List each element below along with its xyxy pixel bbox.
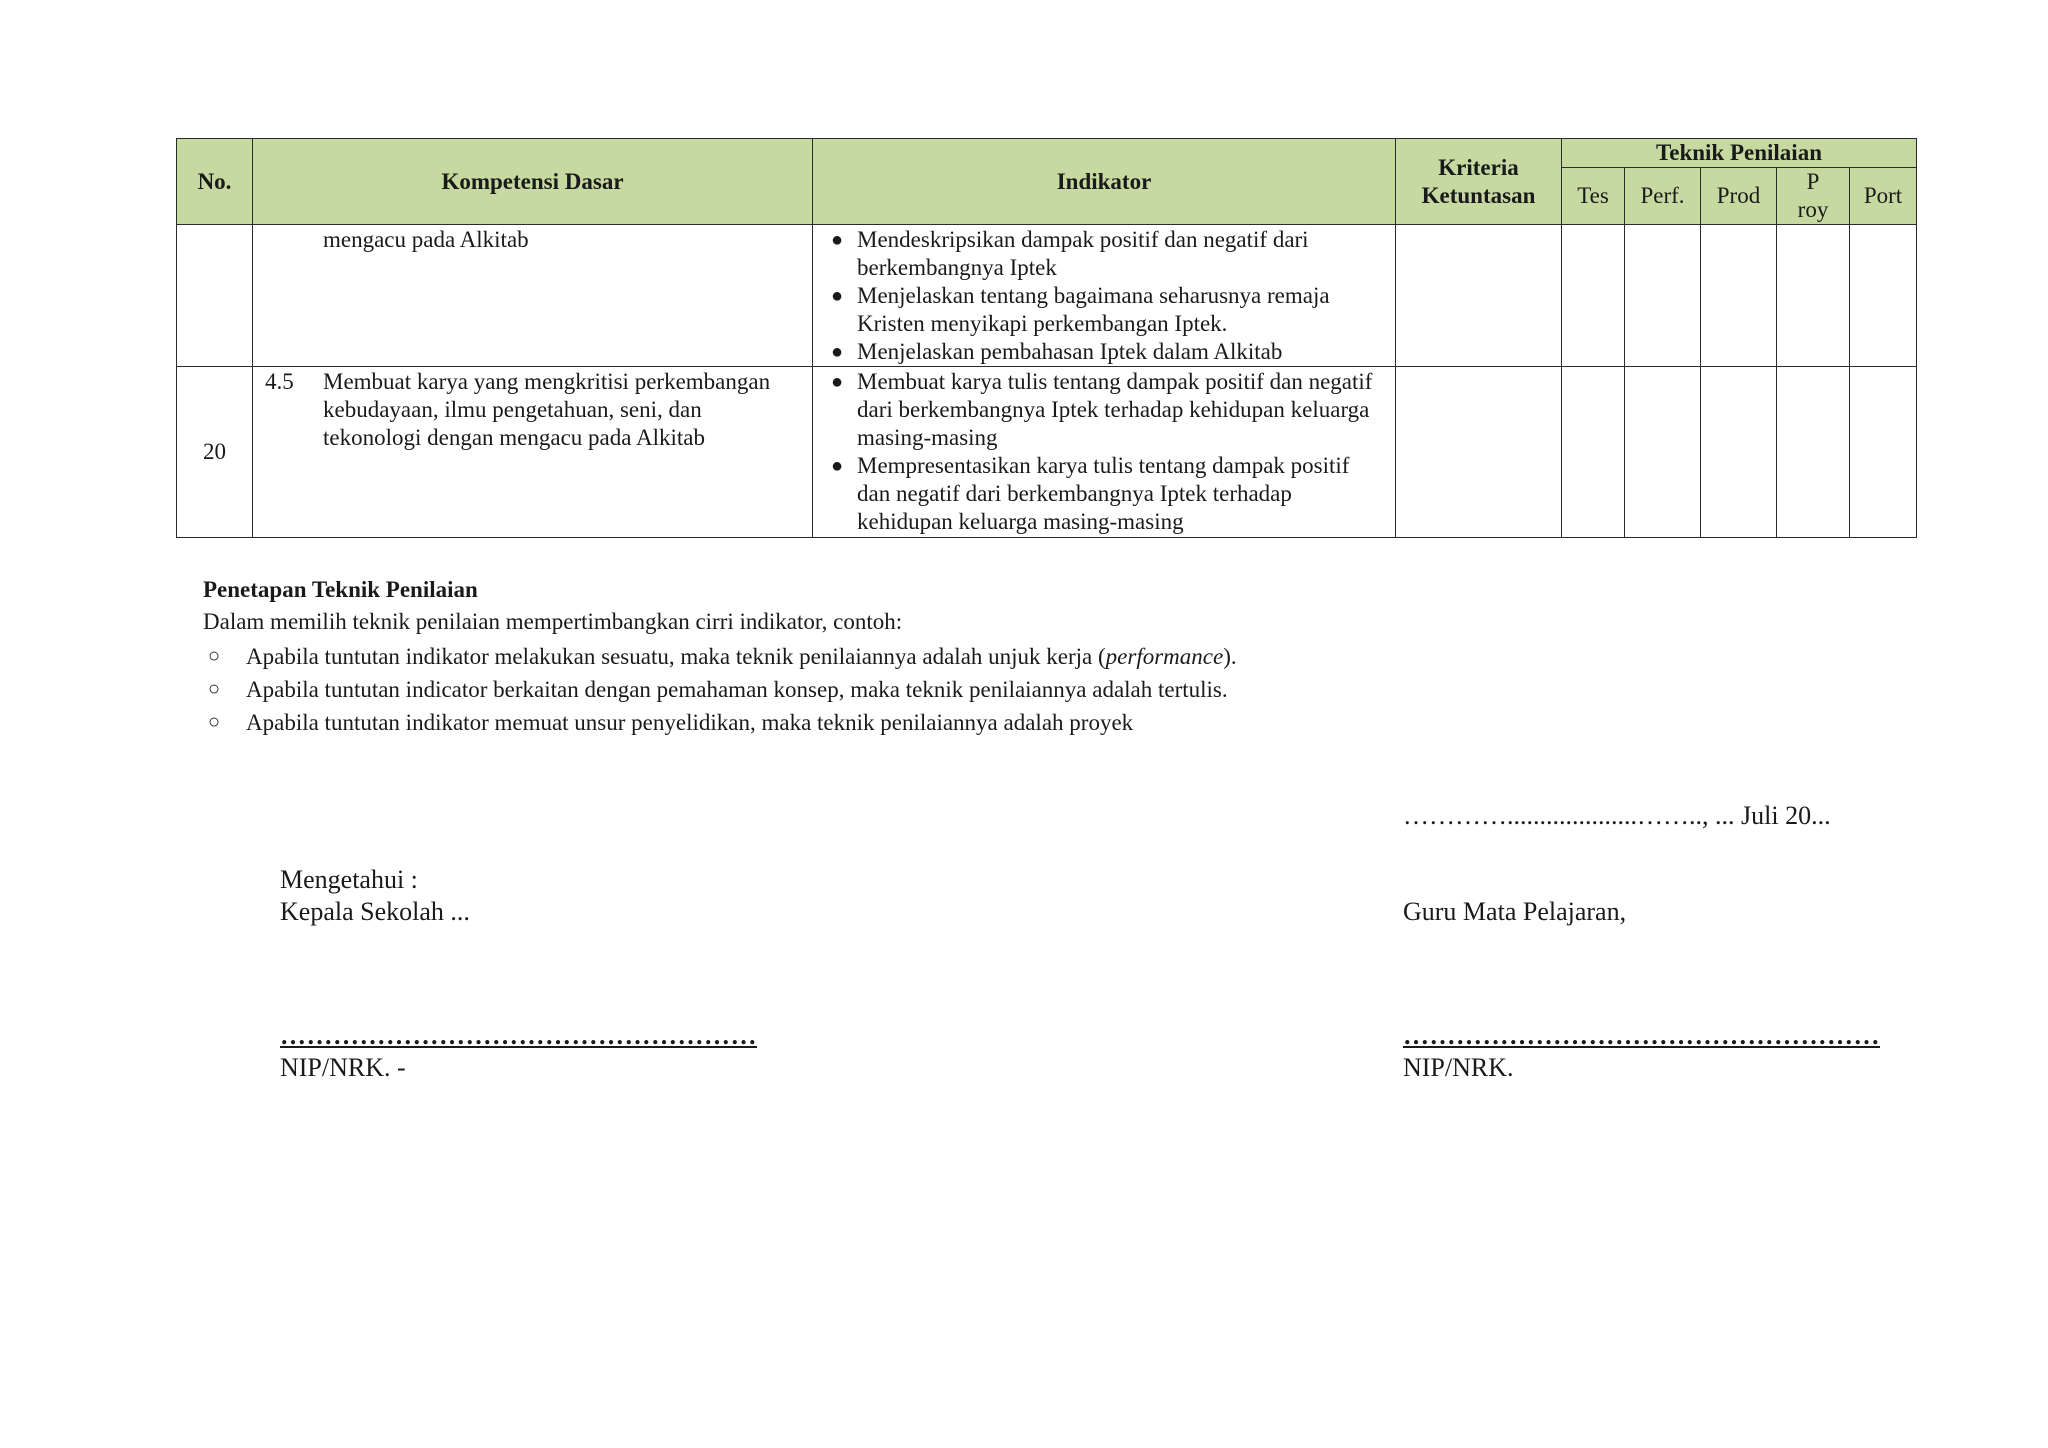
indicator-text: Menjelaskan pembahasan Iptek dalam Alkitab <box>857 339 1283 364</box>
indicator-text: Menjelaskan tentang bagaimana seharusnya remaja Kristen menyikapi perkembangan Iptek. <box>857 283 1330 336</box>
signature-teacher <box>1403 800 1880 1084</box>
note-text-post: ). <box>1223 644 1237 669</box>
kd-text: mengacu pada Alkitab <box>323 227 529 252</box>
indicator-cell <box>813 225 1396 367</box>
indicator-text: Mempresentasikan karya tulis tentang dampak positif dan negatif dari berkembangnya Iptek terhadap kehidupan keluarga masing-masing <box>857 453 1350 534</box>
header-proy <box>1777 168 1850 225</box>
signature-date-line: …………....................…….., ... Juli 20... <box>1403 801 1831 830</box>
perf-cell <box>1625 367 1701 538</box>
prod-cell <box>1701 367 1777 538</box>
port-cell <box>1850 225 1917 367</box>
signature-left-nip: NIP/NRK. - <box>280 1053 406 1082</box>
list-item <box>823 452 1381 536</box>
signature-left-line2: Kepala Sekolah ... <box>280 897 470 926</box>
signature-left-dots: ……………………………………………… <box>280 1021 757 1050</box>
signature-gap <box>1403 832 1880 864</box>
header-kompetensi-dasar: Kompetensi Dasar <box>253 139 813 225</box>
header-perf: Perf. <box>1625 168 1701 225</box>
signature-gap-2 <box>1403 864 1880 896</box>
prod-cell <box>1701 225 1777 367</box>
bullet-icon: ● <box>830 371 844 393</box>
header-kriteria-line1: Kriteria <box>1438 154 1519 180</box>
header-proy-line1: P <box>1806 169 1820 194</box>
header-tes: Tes <box>1562 168 1625 225</box>
table-row <box>177 367 1917 538</box>
header-teknik-penilaian: Teknik Penilaian <box>1562 139 1917 168</box>
header-proy-line2: roy <box>1797 197 1829 222</box>
signature-principal <box>280 864 757 1084</box>
proy-cell <box>1777 367 1850 538</box>
circle-bullet-icon: ○ <box>208 645 221 667</box>
note-text: Apabila tuntutan indicator berkaitan dengan pemahaman konsep, maka teknik penilaiannya adalah tertulis. <box>246 677 1228 702</box>
kd-cell <box>253 367 813 538</box>
indicator-cell <box>813 367 1396 538</box>
header-kriteria-ketuntasan <box>1396 139 1562 225</box>
kriteria-cell <box>1396 367 1562 538</box>
header-prod: Prod <box>1701 168 1777 225</box>
perf-cell <box>1625 225 1701 367</box>
header-kriteria-line2: Ketuntasan <box>1421 182 1536 208</box>
kd-block <box>253 367 812 452</box>
list-item <box>823 282 1381 338</box>
indicator-list <box>813 367 1395 536</box>
header-port: Port <box>1850 168 1917 225</box>
bullet-icon: ● <box>830 229 844 251</box>
header-indikator: Indikator <box>813 139 1396 225</box>
tes-cell <box>1562 225 1625 367</box>
proy-cell <box>1777 225 1850 367</box>
note-text-pre: Apabila tuntutan indikator melakukan sesuatu, maka teknik penilaiannya adalah unjuk kerja ( <box>246 644 1106 669</box>
header-no: No. <box>177 139 253 225</box>
indicator-list <box>813 225 1395 366</box>
signature-right-nip: NIP/NRK. <box>1403 1053 1514 1082</box>
list-item <box>823 338 1381 366</box>
bullet-icon: ● <box>830 285 844 307</box>
list-item <box>823 226 1381 282</box>
indicator-text: Mendeskripsikan dampak positif dan negatif dari berkembangnya Iptek <box>857 227 1309 280</box>
row-number: 20 <box>177 367 253 538</box>
bullet-icon: ● <box>830 455 844 477</box>
list-item <box>823 368 1381 452</box>
circle-bullet-icon: ○ <box>208 678 221 700</box>
note-text-em: performance <box>1105 644 1224 669</box>
notes-title: Penetapan Teknik Penilaian <box>203 577 478 602</box>
list-item <box>203 640 1703 673</box>
list-item <box>203 706 1703 739</box>
assessment-table <box>176 138 1917 538</box>
kd-text: Membuat karya yang mengkritisi perkembangan kebudayaan, ilmu pengetahuan, seni, dan tekonologi dengan mengacu pada Alkitab <box>323 369 771 450</box>
indicator-text: Membuat karya tulis tentang dampak positif dan negatif dari berkembangnya Iptek terhadap kehidupan keluarga masing-masing <box>857 369 1373 450</box>
kriteria-cell <box>1396 225 1562 367</box>
list-item <box>203 673 1703 706</box>
bullet-icon: ● <box>830 341 844 363</box>
notes-list <box>203 640 1703 739</box>
port-cell <box>1850 367 1917 538</box>
signature-right-line: Guru Mata Pelajaran, <box>1403 897 1627 926</box>
signature-space <box>280 928 757 1020</box>
tes-cell <box>1562 367 1625 538</box>
kd-code: 4.5 <box>265 369 294 394</box>
note-text: Apabila tuntutan indikator memuat unsur penyelidikan, maka teknik penilaiannya adalah proyek <box>246 710 1134 735</box>
row-number <box>177 225 253 367</box>
table-row <box>177 225 1917 367</box>
notes-intro: Dalam memilih teknik penilaian mempertimbangkan cirri indikator, contoh: <box>203 609 903 634</box>
kd-cell <box>253 225 813 367</box>
circle-bullet-icon: ○ <box>208 711 221 733</box>
assessment-notes <box>203 574 1703 739</box>
signature-space <box>1403 928 1880 1020</box>
signature-left-line1: Mengetahui : <box>280 865 418 894</box>
signature-right-dots: ……………………………………………… <box>1403 1021 1880 1050</box>
